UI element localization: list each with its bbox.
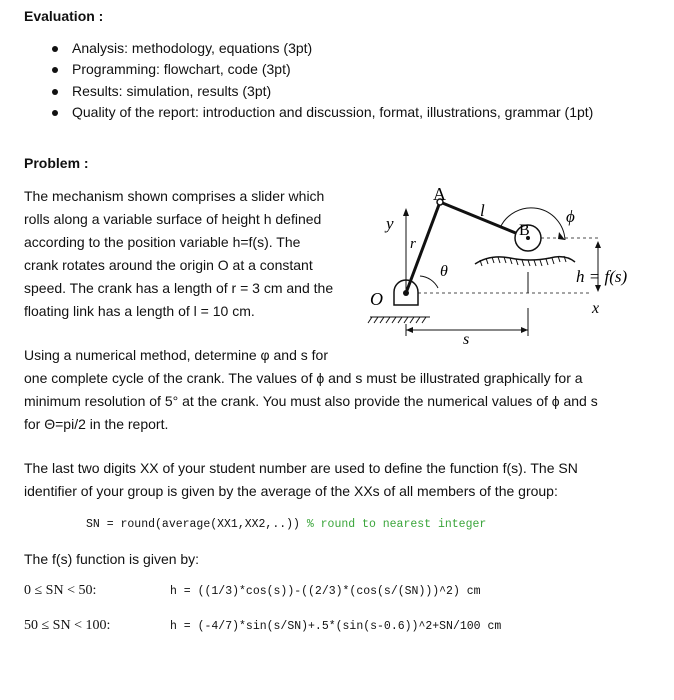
list-item: Programming: flowchart, code (3pt) [52,59,593,80]
task-text [24,344,598,436]
label-r: r [410,236,416,252]
case-condition-2: 50 ≤ SN < 100: [24,618,111,633]
problem-heading: Problem : [24,155,89,171]
list-item: Analysis: methodology, equations (3pt) [52,38,593,59]
text-line: crank rotates around the origin O at a constant [24,257,313,273]
list-item: Results: simulation, results (3pt) [52,81,593,102]
text-line: The last two digits XX of your student number are used to define the function f(s). The SN [24,460,578,476]
bullet-icon [52,89,58,95]
text-line: according to the position variable h=f(s). The [24,234,301,250]
surface [475,257,575,264]
code-text: SN = round(average(XX1,XX2,..)) [86,518,300,531]
problem-intro [24,185,333,323]
label-x: x [592,300,600,317]
label-s: s [463,331,470,348]
text-line: speed. The crank has a length of r = 3 cm and the [24,280,334,296]
text-line: floating link has a length of l = 10 cm. [24,303,255,319]
sn-text [24,457,578,503]
case-condition-1: 0 ≤ SN < 50: [24,583,97,598]
text-line: minimum resolution of 5° at the crank. You must also provide the numerical values of ϕ and s [24,393,598,409]
code-line [86,518,486,531]
label-b: B [519,222,530,239]
label-y: y [386,214,394,233]
label-theta: θ [440,263,448,280]
text-line: one complete cycle of the crank. The values of ϕ and s must be illustrated graphically for a [24,370,583,386]
case-formula-2: h = (-4/7)*sin(s/SN)+.5*(sin(s-0.6))^2+SN/100 cm [170,620,502,633]
code-comment: % round to nearest integer [306,518,487,531]
label-phi: ϕ [566,207,575,226]
label-l: l [480,201,485,220]
text-line: Using a numerical method, determine φ and s for [24,347,329,363]
text-line: The mechanism shown comprises a slider which [24,188,325,204]
list-item: Quality of the report: introduction and discussion, format, illustrations, grammar (1pt) [52,102,593,123]
ground-hatch [368,317,430,323]
bullet-icon [52,110,58,116]
label-h: h = f(s) [576,267,628,286]
evaluation-list [52,38,593,123]
label-a: A [433,184,446,204]
text-line: rolls along a variable surface of height h defined [24,211,322,227]
text-line: identifier of your group is given by the average of the XXs of all members of the group: [24,483,558,499]
mechanism-diagram [360,180,665,350]
fs-intro: The f(s) function is given by: [24,551,200,567]
bullet-icon [52,46,58,52]
text-line: for Θ=pi/2 in the report. [24,416,169,432]
case-formula-1: h = ((1/3)*cos(s))-((2/3)*(cos(s/(SN)))^2) cm [170,585,481,598]
evaluation-heading: Evaluation : [24,8,104,24]
label-o: O [370,289,383,309]
bullet-icon [52,67,58,73]
theta-arc [420,276,438,288]
